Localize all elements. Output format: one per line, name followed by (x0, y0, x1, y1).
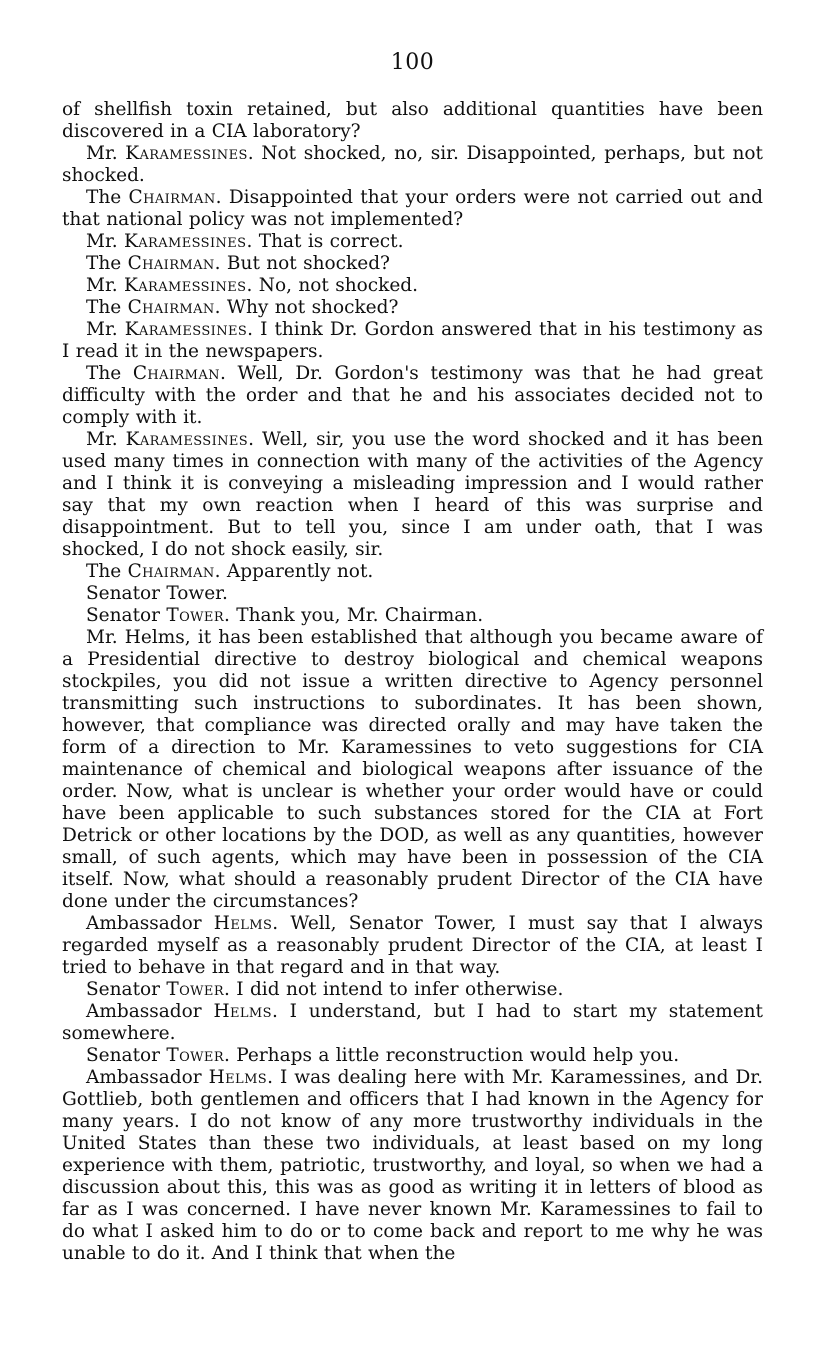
speaker-name: Karamessines (125, 143, 248, 164)
paragraph (62, 1045, 763, 1067)
speaker-prefix: Mr. (86, 275, 125, 296)
speaker-name: Helms (208, 1067, 268, 1088)
paragraph (62, 561, 763, 583)
speaker-prefix: Ambassador (86, 913, 214, 934)
paragraph (62, 275, 763, 297)
speaker-prefix: Senator (86, 979, 167, 1000)
paragraph (62, 979, 763, 1001)
paragraph-text: . That is correct. (246, 231, 404, 252)
speaker-name: Tower (166, 605, 225, 626)
paragraph-text: . No, not shocked. (246, 275, 419, 296)
paragraph (62, 297, 763, 319)
paragraph-text: . Well, sir, you use the word shocked and it has been used many times in connection with many of the activities of the Agency and I think it is conveying a misleading impression and I would rather say that my own reaction when I heard of this was surprise and disappointment. But to tell you, since I am under oath, that I was shocked, I do not shock easily, sir. (62, 429, 764, 560)
speaker-prefix: Senator (86, 605, 167, 626)
paragraph (62, 253, 763, 275)
paragraph (62, 913, 763, 979)
speaker-prefix: Ambassador (86, 1067, 209, 1088)
paragraph-text: . Apparently not. (214, 561, 374, 582)
paragraph-text: . Thank you, Mr. Chairman. (224, 605, 484, 626)
paragraph (62, 1001, 763, 1045)
paragraph (62, 583, 763, 605)
speaker-prefix: Mr. (86, 231, 125, 252)
paragraph-text: . Perhaps a little reconstruction would help you. (224, 1045, 680, 1066)
speaker-prefix: Senator (86, 1045, 167, 1066)
speaker-name: Tower (166, 979, 225, 1000)
speaker-name: Chairman (127, 253, 215, 274)
paragraph-text: . I did not intend to infer otherwise. (224, 979, 564, 1000)
paragraph (62, 143, 763, 187)
paragraph (62, 429, 763, 561)
speaker-name: Karamessines (124, 231, 247, 252)
paragraph-text: of shellfish toxin retained, but also additional quantities have been discovered in a CIA laboratory? (62, 99, 763, 142)
transcript-text (62, 99, 763, 1265)
paragraph-text: . I understand, but I had to start my statement somewhere. (62, 1001, 763, 1044)
paragraph-text: . Well, Dr. Gordon's testimony was that he had great difficulty with the order and that he and his associates decided not to comply with it. (62, 363, 763, 428)
paragraph-text: . I was dealing here with Mr. Karamessines, and Dr. Gottlieb, both gentlemen and officers that I had known in the Agency for many years. I do not know of any more trustworthy individuals in the United States than these two individuals, at least based on my long experience with them, patriotic, trustworthy, and loyal, so when we had a discussion about this, this was as good as writing it in letters of blood as far as I was concerned. I have never known Mr. Karamessines to fail to do what I asked him to do or to come back and report to me why he was unable to do it. And I think that when the (62, 1067, 763, 1264)
paragraph-text: . Not shocked, no, sir. Disappointed, perhaps, but not shocked. (62, 143, 763, 186)
paragraph (62, 605, 763, 627)
speaker-prefix: Mr. (86, 319, 125, 340)
paragraph (62, 363, 763, 429)
page-number: 100 (390, 50, 435, 75)
speaker-prefix: The (86, 297, 128, 318)
paragraph (62, 1067, 763, 1265)
speaker-prefix: The (86, 253, 128, 274)
paragraph (62, 627, 763, 913)
speaker-name: Karamessines (124, 319, 248, 340)
speaker-prefix: The (86, 561, 128, 582)
paragraph-text: Mr. Helms, it has been established that although you became aware of a Presidential directive to destroy biological and chemical weapons stockpiles, you did not issue a written directive to Agency personnel transmitting such instructions to subordinates. It has been shown, however, that compliance was directed orally and may have taken the form of a direction to Mr. Karamessines to veto suggestions for CIA maintenance of chemical and biological weapons after issuance of the order. Now, what is unclear is whether your order would have or could have been applicable to such substances stored for the CIA at Fort Detrick or other locations by the DOD, as well as any quantities, however small, of such agents, which may have been in possession of the CIA itself. Now, what should a reasonably prudent Director of the CIA have done under the circumstances? (62, 627, 763, 912)
speaker-prefix: The (86, 187, 129, 208)
paragraph (62, 99, 763, 143)
speaker-name: Tower (166, 1045, 225, 1066)
speaker-prefix: Mr. (86, 143, 126, 164)
speaker-name: Chairman (127, 561, 215, 582)
paragraph-text: . Disappointed that your orders were not carried out and that national policy was not implemented? (62, 187, 763, 230)
paragraph (62, 187, 763, 231)
speaker-name: Karamessines (125, 429, 249, 450)
paragraph-text: Senator Tower. (86, 583, 228, 604)
speaker-name: Helms (213, 1001, 272, 1022)
speaker-name: Helms (213, 913, 273, 934)
paragraph-text: . I think Dr. Gordon answered that in his testimony as I read it in the newspapers. (62, 319, 763, 362)
speaker-name: Chairman (127, 297, 215, 318)
paragraph (62, 319, 763, 363)
speaker-name: Chairman (132, 363, 220, 384)
speaker-name: Karamessines (124, 275, 247, 296)
paragraph-text: . Well, Senator Tower, I must say that I always regarded myself as a reasonably prudent Director of the CIA, at least I tried to behave in that regard and in that way. (62, 913, 763, 978)
speaker-prefix: Mr. (86, 429, 126, 450)
speaker-prefix: Ambassador (86, 1001, 214, 1022)
paragraph (62, 231, 763, 253)
paragraph-text: . Why not shocked? (214, 297, 399, 318)
paragraph-text: . But not shocked? (214, 253, 390, 274)
speaker-name: Chairman (128, 187, 216, 208)
speaker-prefix: The (86, 363, 133, 384)
